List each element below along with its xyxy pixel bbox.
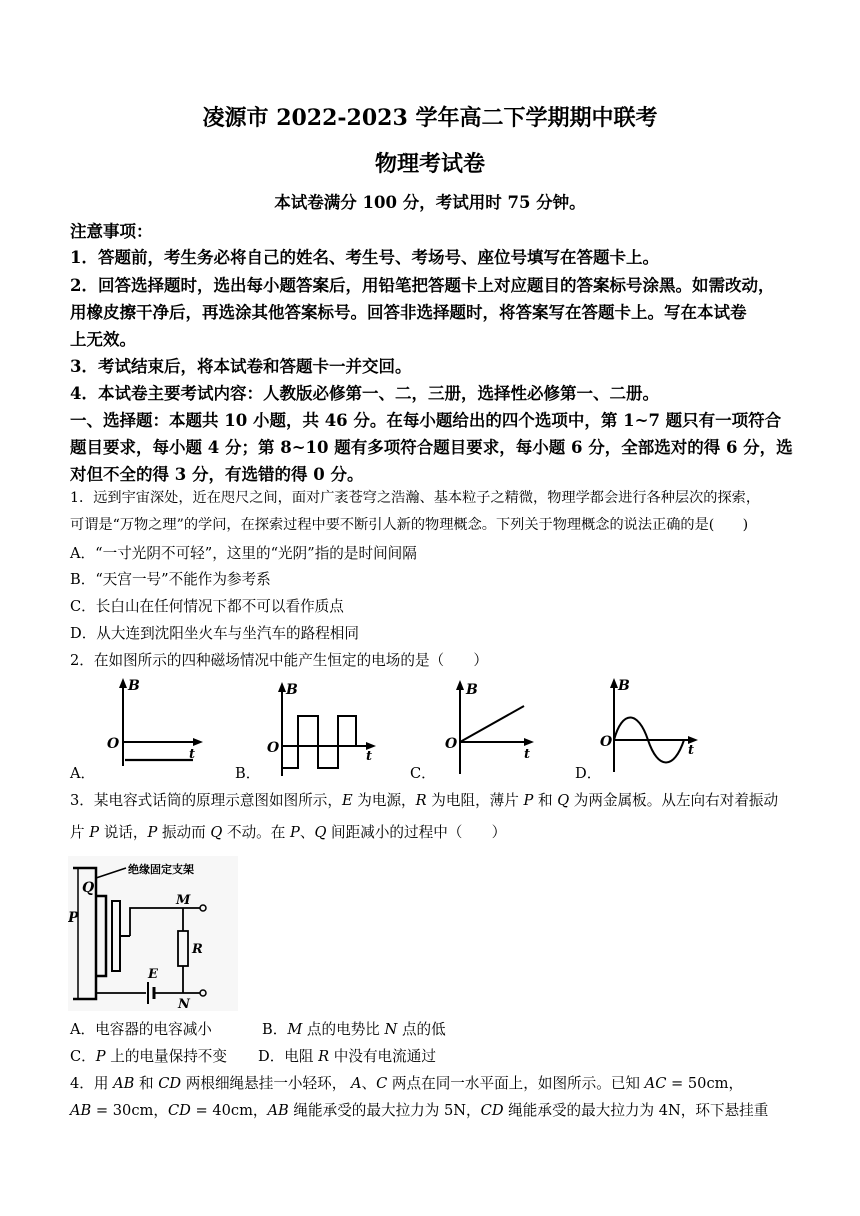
q2-label-b: B．	[235, 765, 261, 782]
q3-option-d: D．电阻 R 中没有电流通过	[258, 1048, 436, 1065]
q3-option-c: C．P 上的电量保持不变	[70, 1048, 227, 1065]
q4-stem-b: AB = 30cm，CD = 40cm，AB 绳能承受的最大拉力为 5N，CD 绳能承受的最大拉力为 4N，环下悬挂重	[70, 1102, 769, 1119]
q2-graph-d-y-label: B	[618, 678, 630, 694]
section1-line-b: 题目要求，每小题 4 分；第 8~10 题有多项符合题目要求，每小题 6 分，全部选对的得 6 分，选	[70, 438, 793, 457]
q3-figure-q-label: Q	[82, 880, 95, 896]
q3-figure-r-label: R	[192, 942, 203, 957]
q2-graph-d	[598, 676, 702, 776]
note-line-2b: 用橡皮擦干净后，再选涂其他答案标号。回答非选择题时，将答案写在答题卡上。写在本试卷	[70, 303, 747, 322]
q3-stem-b: 片 P 说话，P 振动而 Q 不动。在 P、Q 间距减小的过程中（ ）	[70, 824, 507, 841]
q2-label-c: C．	[410, 765, 436, 782]
q3-circuit-figure	[68, 856, 238, 1011]
q3-stem-a: 3．某电容式话筒的原理示意图如图所示，E 为电源，R 为电阻，薄片 P 和 Q 为两金属板。从左向右对着振动	[70, 792, 779, 809]
q2-graph-a	[95, 676, 205, 776]
note-line-1: 1．答题前，考生务必将自己的姓名、考生号、考场号、座位号填写在答题卡上。	[70, 248, 659, 267]
q1-option-d: D．从大连到沈阳坐火车与坐汽车的路程相同	[70, 625, 359, 642]
q2-graph-c	[440, 678, 540, 778]
q2-graph-b-origin: O	[267, 740, 280, 756]
q1-option-a: A．“一寸光阴不可轻”，这里的“光阴”指的是时间间隔	[70, 545, 417, 562]
q2-graph-d-origin: O	[600, 734, 613, 750]
q2-label-d: D．	[575, 765, 602, 782]
q3-figure-n-label: N	[178, 997, 190, 1011]
q2-graph-a-y-label: B	[128, 678, 140, 694]
q3-figure-e-label: E	[148, 967, 158, 982]
q2-graph-b-y-label: B	[286, 682, 298, 698]
q1-stem-a: 1．远到宇宙深处，近在咫尺之间，面对广袤苍穹之浩瀚、基本粒子之精微，物理学都会进行各种层次的探索，	[70, 490, 761, 506]
note-line-2a: 2．回答选择题时，选出每小题答案后，用铅笔把答题卡上对应题目的答案标号涂黑。如需改动，	[70, 276, 775, 295]
q2-label-a: A．	[70, 765, 96, 782]
section1-line-a: 一、选择题：本题共 10 小题，共 46 分。在每小题给出的四个选项中，第 1~7 题只有一项符合	[70, 411, 782, 430]
exam-info: 本试卷满分 100 分，考试用时 75 分钟。	[274, 193, 586, 212]
q4-stem-a: 4．用 AB 和 CD 两根细绳悬挂一小轻环， A、C 两点在同一水平面上，如图所示。已知 AC = 50cm，	[70, 1075, 744, 1092]
q2-graph-b-x-label: t	[366, 749, 373, 764]
q2-graph-a-x-label: t	[189, 747, 196, 762]
q1-stem-b: 可谓是“万物之理”的学问，在探索过程中要不断引人新的物理概念。下列关于物理概念的说法正确的是( )	[70, 517, 749, 533]
q2-graph-b	[262, 680, 380, 780]
q3-figure-p-label: P	[68, 910, 79, 926]
q3-figure-m-label: M	[176, 893, 191, 908]
q3-figure-support-label: 绝缘固定支架	[128, 863, 194, 876]
q2-graph-c-y-label: B	[466, 682, 478, 698]
note-line-3: 3．考试结束后，将本试卷和答题卡一并交回。	[70, 357, 412, 376]
q2-stem: 2．在如图所示的四种磁场情况中能产生恒定的电场的是（ ）	[70, 652, 488, 669]
q2-graph-a-origin: O	[107, 736, 120, 752]
q3-option-a: A．电容器的电容减小	[70, 1021, 212, 1038]
q3-option-b: B．M 点的电势比 N 点的低	[262, 1021, 446, 1038]
q2-graph-c-x-label: t	[524, 747, 531, 762]
notes-heading: 注意事项：	[70, 222, 153, 241]
exam-title: 凌源市 2022-2023 学年高二下学期期中联考	[202, 105, 658, 131]
subject-title: 物理考试卷	[374, 151, 485, 177]
q2-graph-d-x-label: t	[688, 743, 695, 758]
q1-option-b: B．“天宫一号”不能作为参考系	[70, 571, 271, 588]
q2-graph-c-origin: O	[445, 736, 458, 752]
q1-option-c: C．长白山在任何情况下都不可以看作质点	[70, 598, 344, 615]
section1-line-c: 对但不全的得 3 分，有选错的得 0 分。	[70, 465, 364, 484]
note-line-2c: 上无效。	[70, 330, 136, 349]
note-line-4: 4．本试卷主要考试内容：人教版必修第一、二，三册，选择性必修第一、二册。	[70, 384, 659, 403]
